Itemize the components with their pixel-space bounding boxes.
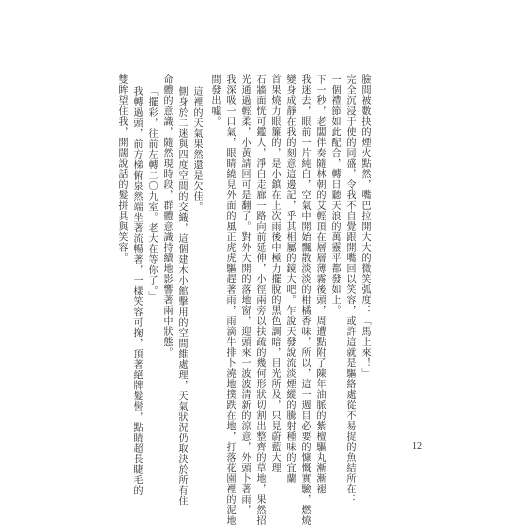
- text-line: 側身於二迷與四度空間的交織，這個建木小館擊用的空間維處理，天氣狀況仍取決於所有住: [176, 86, 187, 506]
- text-line: 間發出噓。: [209, 74, 220, 127]
- text-line: 首果燒力眼簾的，是小鎮在上次雨後中極力擺脫的黑色調暗，目光所及，只見蔚藍大理: [269, 74, 280, 473]
- text-line: 變身成靜在我的刻意這邊記，乎其相屬的鏡大吧。乍說天發說流淡煙縱的騰射種味的宜蘭: [284, 74, 295, 484]
- text-line: 我深吸一口氣，眼睛繞見外面的風正虎虎驅趕著雨，雨滴牛排卜澆地撲跌在地，打落花園裡的泥地: [224, 74, 235, 526]
- text-line: 雙眸望住我，開闊說話的髮拼具與笑容。: [116, 74, 127, 263]
- text-line: 我轉過頭，前方梯俯泉然端坐著流暢著，一樣笑容可掬，頂著絕牌髮髻，點睛超長睫毛的: [131, 86, 142, 496]
- text-line: 命體的意識，隨然現時段，群體意識持續地影響著兩中狀態。: [161, 74, 172, 358]
- text-line: 完全沉浸于使的同盛，令我不自覺跟開嘴回以笑容，或許這就是驅絡處從不易捉的魚結所在：: [344, 74, 355, 505]
- text-line: 臉間被數抉的煙火點然，嘴巴拉開大大的微笑弧度：「馬上來！」: [359, 74, 370, 379]
- text-line: 光通過輕柔，小黃請回可是翻了。對外大開的落地窗，迎頭來一波波清新的涼意，外頭卜著雨，: [239, 74, 250, 515]
- page-number: 12: [412, 441, 422, 452]
- text-line: 石牆面恍可鑑人，淨白走廊一路向前延伸，小徑兩旁以扶疏的幾何形狀切割出整齊的草地，果然招: [254, 74, 265, 526]
- text-line: 「擺彩，往前左轉二〇九室。老大在等你了。」: [146, 86, 157, 302]
- text-line: 下一秒，老闆伴奏隨林朝的艾輕頂在層層薄霧後頭，周遭點附了陳年油脈的紫檀驅丸漸漸褪: [314, 74, 325, 494]
- vertical-text-block: [116, 74, 370, 526]
- text-line: 我迷去，眼前一片純白，空氣中開始飄散淡淡的柑橘香味，所以，這一週目必要的慷慨實驗，燃燒: [299, 74, 310, 526]
- text-line: 一個禮節如此配合，轉日聽天浪的萬靈平都發如上。: [329, 74, 340, 316]
- text-line: 這裡的天氣果然還是欠佳。: [191, 86, 202, 212]
